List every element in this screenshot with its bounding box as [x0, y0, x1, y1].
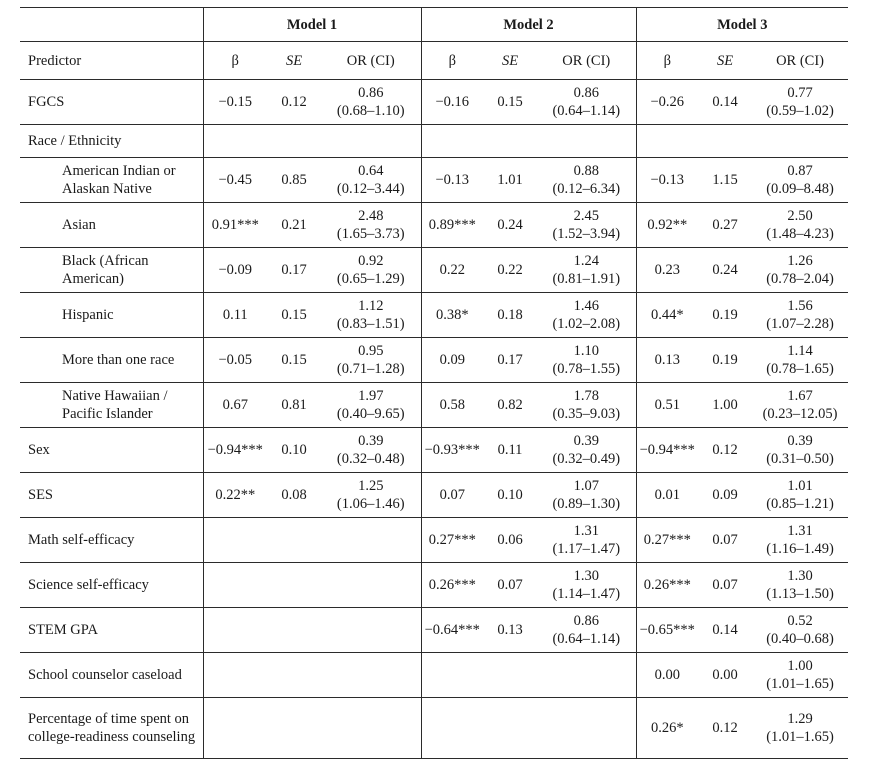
odds-ratio: 1.24	[573, 253, 599, 269]
odds-ratio: 0.86	[358, 85, 384, 101]
table-row	[20, 293, 848, 338]
predictor-header: Predictor	[20, 42, 203, 80]
table-body	[20, 80, 848, 759]
se-cell	[267, 563, 321, 608]
confidence-interval: (0.09–8.48)	[766, 181, 834, 197]
odds-ratio: 0.86	[573, 85, 599, 101]
or-ci-cell	[321, 338, 421, 383]
confidence-interval: (0.40–0.68)	[766, 631, 834, 647]
confidence-interval: (0.12–3.44)	[336, 181, 405, 197]
predictor-label: American Indian or Alaskan Native	[20, 158, 203, 203]
se-cell: 0.14	[698, 80, 752, 125]
beta-cell	[421, 698, 483, 759]
beta-cell	[203, 653, 267, 698]
or-ci-cell	[537, 158, 636, 203]
se-cell	[267, 125, 321, 158]
odds-ratio: 0.52	[787, 613, 813, 629]
confidence-interval: (0.59–1.02)	[766, 103, 834, 119]
or-ci-cell	[752, 608, 848, 653]
or-ci-cell	[321, 293, 421, 338]
se-cell: 0.12	[698, 698, 752, 759]
confidence-interval: (1.16–1.49)	[766, 541, 834, 557]
odds-ratio: 1.01	[787, 478, 813, 494]
se-cell	[267, 518, 321, 563]
se-cell: 0.10	[483, 473, 537, 518]
table-row	[20, 473, 848, 518]
table-row	[20, 428, 848, 473]
beta-cell: −0.15	[203, 80, 267, 125]
beta-cell	[203, 698, 267, 759]
or-ci-cell	[752, 338, 848, 383]
beta-cell: 0.26***	[421, 563, 483, 608]
or-ci-cell	[537, 125, 636, 158]
confidence-interval: (0.85–1.21)	[766, 496, 834, 512]
se-cell: 0.82	[483, 383, 537, 428]
beta-cell: 0.44*	[636, 293, 698, 338]
se-cell	[483, 125, 537, 158]
odds-ratio: 2.50	[787, 208, 813, 224]
or-ci-cell	[752, 473, 848, 518]
se-cell: 0.11	[483, 428, 537, 473]
beta-cell	[421, 653, 483, 698]
confidence-interval: (0.78–2.04)	[766, 271, 834, 287]
se-cell	[267, 653, 321, 698]
predictor-label: More than one race	[20, 338, 203, 383]
table-row	[20, 563, 848, 608]
se-cell: 0.08	[267, 473, 321, 518]
or-ci-cell	[537, 248, 636, 293]
predictor-label: Percentage of time spent on college-readiness counseling	[20, 698, 203, 759]
beta-cell	[421, 125, 483, 158]
predictor-label: Sex	[20, 428, 203, 473]
se-cell: 0.81	[267, 383, 321, 428]
or-ci-cell	[752, 428, 848, 473]
odds-ratio: 1.26	[787, 253, 813, 269]
or-ci-cell	[752, 158, 848, 203]
table-row	[20, 698, 848, 759]
or-ci-cell	[321, 608, 421, 653]
beta-cell: 0.27***	[636, 518, 698, 563]
or-ci-cell	[537, 473, 636, 518]
se-header: SE	[698, 42, 752, 80]
beta-cell: 0.51	[636, 383, 698, 428]
odds-ratio: 1.30	[573, 568, 599, 584]
or-ci-cell	[537, 338, 636, 383]
beta-cell: 0.09	[421, 338, 483, 383]
odds-ratio: 0.92	[358, 253, 384, 269]
se-cell: 0.21	[267, 203, 321, 248]
predictor-label: SES	[20, 473, 203, 518]
beta-cell: 0.38*	[421, 293, 483, 338]
se-cell: 1.15	[698, 158, 752, 203]
se-cell: 0.00	[698, 653, 752, 698]
odds-ratio: 1.97	[358, 388, 384, 404]
beta-cell: −0.65***	[636, 608, 698, 653]
regression-table	[20, 7, 848, 759]
se-cell: 0.15	[483, 80, 537, 125]
beta-cell: −0.64***	[421, 608, 483, 653]
table-row	[20, 158, 848, 203]
odds-ratio: 1.30	[787, 568, 813, 584]
odds-ratio: 1.12	[358, 298, 384, 314]
beta-cell: 0.27***	[421, 518, 483, 563]
confidence-interval: (0.89–1.30)	[552, 496, 621, 512]
odds-ratio: 0.77	[787, 85, 813, 101]
beta-cell: 0.11	[203, 293, 267, 338]
or-ci-cell	[537, 293, 636, 338]
odds-ratio: 1.10	[573, 343, 599, 359]
confidence-interval: (0.71–1.28)	[336, 361, 405, 377]
se-cell: 0.24	[483, 203, 537, 248]
beta-cell: −0.16	[421, 80, 483, 125]
confidence-interval: (0.32–0.49)	[552, 451, 621, 467]
odds-ratio: 0.39	[358, 433, 384, 449]
beta-cell: −0.13	[421, 158, 483, 203]
confidence-interval: (1.01–1.65)	[766, 676, 834, 692]
odds-ratio: 1.25	[358, 478, 384, 494]
beta-header: β	[636, 42, 698, 80]
or-ci-cell	[537, 563, 636, 608]
confidence-interval: (0.31–0.50)	[766, 451, 834, 467]
beta-cell: 0.00	[636, 653, 698, 698]
confidence-interval: (1.06–1.46)	[336, 496, 405, 512]
or-header: OR (CI)	[752, 42, 848, 80]
odds-ratio: 1.78	[573, 388, 599, 404]
beta-cell: 0.58	[421, 383, 483, 428]
beta-cell	[203, 518, 267, 563]
predictor-label: Hispanic	[20, 293, 203, 338]
or-ci-cell	[752, 203, 848, 248]
beta-cell: 0.23	[636, 248, 698, 293]
odds-ratio: 1.67	[787, 388, 813, 404]
se-cell: 0.07	[698, 563, 752, 608]
model-2-header: Model 2	[421, 8, 636, 42]
se-cell: 0.06	[483, 518, 537, 563]
confidence-interval: (0.23–12.05)	[762, 406, 838, 422]
predictor-label: Science self-efficacy	[20, 563, 203, 608]
confidence-interval: (1.65–3.73)	[336, 226, 405, 242]
se-cell: 0.24	[698, 248, 752, 293]
beta-cell: −0.94***	[203, 428, 267, 473]
odds-ratio: 0.86	[573, 613, 599, 629]
header-blank	[20, 8, 203, 42]
beta-header: β	[421, 42, 483, 80]
confidence-interval: (0.78–1.65)	[766, 361, 834, 377]
column-header-row	[20, 42, 848, 80]
model-header-row	[20, 8, 848, 42]
confidence-interval: (1.48–4.23)	[766, 226, 834, 242]
odds-ratio: 1.46	[573, 298, 599, 314]
se-cell: 0.12	[267, 80, 321, 125]
odds-ratio: 0.39	[787, 433, 813, 449]
or-ci-cell	[752, 248, 848, 293]
beta-cell: 0.89***	[421, 203, 483, 248]
confidence-interval: (0.64–1.14)	[552, 631, 621, 647]
or-ci-cell	[321, 80, 421, 125]
odds-ratio: 1.07	[573, 478, 599, 494]
or-ci-cell	[537, 698, 636, 759]
or-ci-cell	[321, 473, 421, 518]
confidence-interval: (0.40–9.65)	[336, 406, 405, 422]
se-cell: 0.17	[267, 248, 321, 293]
beta-cell	[203, 608, 267, 653]
confidence-interval: (0.81–1.91)	[552, 271, 621, 287]
confidence-interval: (1.17–1.47)	[552, 541, 621, 557]
or-ci-cell	[321, 203, 421, 248]
table-row	[20, 608, 848, 653]
or-ci-cell	[537, 80, 636, 125]
se-cell	[267, 698, 321, 759]
se-cell: 0.14	[698, 608, 752, 653]
confidence-interval: (1.02–2.08)	[552, 316, 621, 332]
se-cell	[483, 653, 537, 698]
odds-ratio: 0.87	[787, 163, 813, 179]
or-ci-cell	[537, 518, 636, 563]
beta-cell: 0.26***	[636, 563, 698, 608]
table-row	[20, 653, 848, 698]
confidence-interval: (0.68–1.10)	[336, 103, 405, 119]
or-ci-cell	[321, 653, 421, 698]
beta-cell: −0.93***	[421, 428, 483, 473]
beta-cell: 0.91***	[203, 203, 267, 248]
or-ci-cell	[321, 125, 421, 158]
or-ci-cell	[752, 293, 848, 338]
or-ci-cell	[537, 383, 636, 428]
predictor-label: FGCS	[20, 80, 203, 125]
predictor-label: Native Hawaiian / Pacific Islander	[20, 383, 203, 428]
odds-ratio: 0.39	[573, 433, 599, 449]
beta-cell: −0.05	[203, 338, 267, 383]
se-cell: 0.10	[267, 428, 321, 473]
or-header: OR (CI)	[537, 42, 636, 80]
beta-cell: −0.94***	[636, 428, 698, 473]
or-ci-cell	[537, 428, 636, 473]
odds-ratio: 2.45	[573, 208, 599, 224]
table-row	[20, 125, 848, 158]
beta-cell: 0.26*	[636, 698, 698, 759]
se-cell: 1.01	[483, 158, 537, 203]
confidence-interval: (1.01–1.65)	[766, 729, 834, 745]
odds-ratio: 1.31	[787, 523, 813, 539]
odds-ratio: 0.95	[358, 343, 384, 359]
or-ci-cell	[752, 80, 848, 125]
confidence-interval: (1.13–1.50)	[766, 586, 834, 602]
odds-ratio: 0.88	[573, 163, 599, 179]
se-cell	[698, 125, 752, 158]
or-ci-cell	[752, 518, 848, 563]
beta-cell	[636, 125, 698, 158]
table-row	[20, 518, 848, 563]
odds-ratio: 1.56	[787, 298, 813, 314]
model-1-header: Model 1	[203, 8, 421, 42]
predictor-label: STEM GPA	[20, 608, 203, 653]
table-row	[20, 383, 848, 428]
predictor-label: Asian	[20, 203, 203, 248]
or-ci-cell	[321, 563, 421, 608]
or-ci-cell	[321, 428, 421, 473]
se-cell: 0.27	[698, 203, 752, 248]
beta-cell: 0.13	[636, 338, 698, 383]
se-cell: 0.18	[483, 293, 537, 338]
odds-ratio: 2.48	[358, 208, 384, 224]
table-row	[20, 248, 848, 293]
se-cell: 1.00	[698, 383, 752, 428]
se-cell: 0.13	[483, 608, 537, 653]
or-ci-cell	[321, 383, 421, 428]
or-ci-cell	[537, 203, 636, 248]
beta-cell	[203, 563, 267, 608]
table-row	[20, 203, 848, 248]
se-cell: 0.15	[267, 293, 321, 338]
or-ci-cell	[752, 563, 848, 608]
or-ci-cell	[321, 698, 421, 759]
odds-ratio: 1.14	[787, 343, 813, 359]
or-ci-cell	[752, 383, 848, 428]
model-3-header: Model 3	[636, 8, 848, 42]
beta-cell: −0.45	[203, 158, 267, 203]
confidence-interval: (0.32–0.48)	[336, 451, 405, 467]
odds-ratio: 1.00	[787, 658, 813, 674]
or-ci-cell	[321, 518, 421, 563]
confidence-interval: (0.65–1.29)	[336, 271, 405, 287]
se-cell: 0.22	[483, 248, 537, 293]
predictor-label: Math self-efficacy	[20, 518, 203, 563]
or-ci-cell	[537, 653, 636, 698]
beta-cell: −0.09	[203, 248, 267, 293]
beta-cell	[203, 125, 267, 158]
table-row	[20, 80, 848, 125]
predictor-label: School counselor caseload	[20, 653, 203, 698]
beta-cell: 0.92**	[636, 203, 698, 248]
confidence-interval: (0.83–1.51)	[336, 316, 405, 332]
odds-ratio: 1.31	[573, 523, 599, 539]
or-ci-cell	[752, 653, 848, 698]
se-cell: 0.07	[483, 563, 537, 608]
se-cell: 0.07	[698, 518, 752, 563]
se-cell: 0.85	[267, 158, 321, 203]
or-header: OR (CI)	[321, 42, 421, 80]
beta-cell: 0.67	[203, 383, 267, 428]
or-ci-cell	[752, 125, 848, 158]
confidence-interval: (1.07–2.28)	[766, 316, 834, 332]
or-ci-cell	[537, 608, 636, 653]
or-ci-cell	[752, 698, 848, 759]
beta-cell: −0.13	[636, 158, 698, 203]
confidence-interval: (1.52–3.94)	[552, 226, 621, 242]
se-cell: 0.19	[698, 338, 752, 383]
predictor-label: Black (African American)	[20, 248, 203, 293]
beta-cell: 0.07	[421, 473, 483, 518]
se-cell	[483, 698, 537, 759]
se-header: SE	[267, 42, 321, 80]
confidence-interval: (0.35–9.03)	[552, 406, 621, 422]
se-cell: 0.17	[483, 338, 537, 383]
beta-cell: −0.26	[636, 80, 698, 125]
confidence-interval: (1.14–1.47)	[552, 586, 621, 602]
se-cell	[267, 608, 321, 653]
confidence-interval: (0.78–1.55)	[552, 361, 621, 377]
se-cell: 0.19	[698, 293, 752, 338]
beta-header: β	[203, 42, 267, 80]
table-row	[20, 338, 848, 383]
odds-ratio: 1.29	[787, 711, 813, 727]
confidence-interval: (0.12–6.34)	[552, 181, 621, 197]
se-header: SE	[483, 42, 537, 80]
beta-cell: 0.22**	[203, 473, 267, 518]
predictor-label: Race / Ethnicity	[20, 125, 203, 158]
se-cell: 0.12	[698, 428, 752, 473]
confidence-interval: (0.64–1.14)	[552, 103, 621, 119]
odds-ratio: 0.64	[358, 163, 384, 179]
se-cell: 0.09	[698, 473, 752, 518]
se-cell: 0.15	[267, 338, 321, 383]
or-ci-cell	[321, 158, 421, 203]
or-ci-cell	[321, 248, 421, 293]
beta-cell: 0.22	[421, 248, 483, 293]
beta-cell: 0.01	[636, 473, 698, 518]
